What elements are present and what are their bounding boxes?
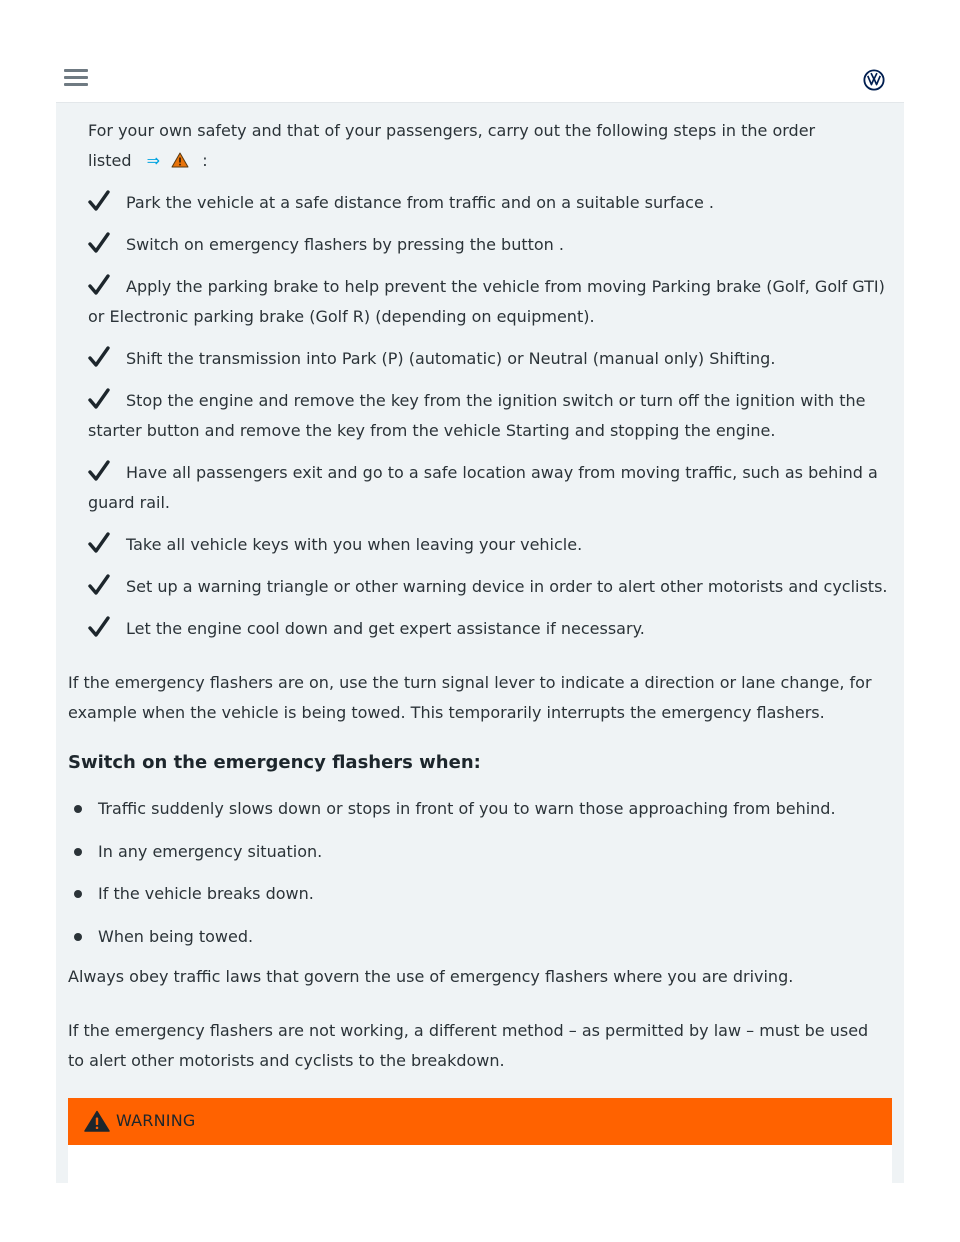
condition-2: In any emergency situation.	[98, 842, 323, 861]
checkmark-icon	[88, 232, 110, 254]
step-3-text-cont: or Electronic parking brake (Golf R) (depending on equipment).	[88, 307, 595, 326]
intro-line-2	[88, 146, 208, 176]
step-6-text: Have all passengers exit and go to a safe location away from moving traffic, such as behind a	[126, 463, 878, 482]
checkmark-icon	[88, 274, 110, 296]
step-6-text-cont: guard rail.	[88, 493, 170, 512]
intro-colon: :	[202, 151, 208, 170]
not-working-note-line-2: to alert other motorists and cyclists to the breakdown.	[68, 1051, 505, 1070]
condition-1: Traffic suddenly slows down or stops in front of you to warn those approaching from behind.	[98, 799, 836, 818]
not-working-note-line-1: If the emergency flashers are not working, a different method – as permitted by law – must be used	[68, 1021, 869, 1040]
checkmark-icon	[88, 190, 110, 212]
condition-4: When being towed.	[98, 927, 254, 946]
checkmark-icon	[88, 460, 110, 482]
checkmark-icon	[88, 616, 110, 638]
warning-triangle-icon[interactable]	[171, 152, 189, 168]
top-bar	[56, 54, 904, 103]
step-8-text: Set up a warning triangle or other warning device in order to alert other motorists and cyclists.	[126, 577, 888, 596]
vw-logo-icon[interactable]	[863, 69, 885, 91]
hamburger-menu-icon[interactable]	[64, 69, 88, 87]
section-heading: Switch on the emergency flashers when:	[68, 752, 481, 773]
intro-line-1: For your own safety and that of your passengers, carry out the following steps in the order	[88, 121, 816, 140]
step-1-text: Park the vehicle at a safe distance from traffic and on a suitable surface .	[126, 193, 714, 212]
checkmark-icon	[88, 532, 110, 554]
bullet-icon	[74, 933, 82, 941]
obey-laws-note: Always obey traffic laws that govern the use of emergency flashers where you are driving.	[68, 967, 794, 986]
bullet-icon	[74, 805, 82, 813]
bullet-icon	[74, 890, 82, 898]
turn-signal-note-line-1: If the emergency flashers are on, use the turn signal lever to indicate a direction or lane change, for	[68, 673, 872, 692]
warning-banner	[68, 1098, 892, 1145]
step-5-text: Stop the engine and remove the key from the ignition switch or turn off the ignition with the	[126, 391, 866, 410]
turn-signal-note-line-2: example when the vehicle is being towed. This temporarily interrupts the emergency flashers.	[68, 703, 825, 722]
warning-label: WARNING	[116, 1111, 196, 1130]
intro-listed-text: listed	[88, 151, 132, 170]
checkmark-icon	[88, 346, 110, 368]
warning-triangle-icon	[84, 1110, 110, 1132]
condition-3: If the vehicle breaks down.	[98, 884, 314, 903]
step-3-text: Apply the parking brake to help prevent the vehicle from moving Parking brake (Golf, Golf GTI)	[126, 277, 885, 296]
step-9-text: Let the engine cool down and get expert assistance if necessary.	[126, 619, 645, 638]
checkmark-icon	[88, 388, 110, 410]
step-5-text-cont: starter button and remove the key from the vehicle Starting and stopping the engine.	[88, 421, 776, 440]
step-2-text: Switch on emergency flashers by pressing the button .	[126, 235, 564, 254]
warning-body	[68, 1145, 892, 1183]
reference-arrow[interactable]: ⇒	[146, 151, 160, 170]
checkmark-icon	[88, 574, 110, 596]
step-4-text: Shift the transmission into Park (P) (automatic) or Neutral (manual only) Shifting.	[126, 349, 776, 368]
bullet-icon	[74, 848, 82, 856]
content-panel	[56, 103, 904, 1183]
step-7-text: Take all vehicle keys with you when leaving your vehicle.	[126, 535, 583, 554]
